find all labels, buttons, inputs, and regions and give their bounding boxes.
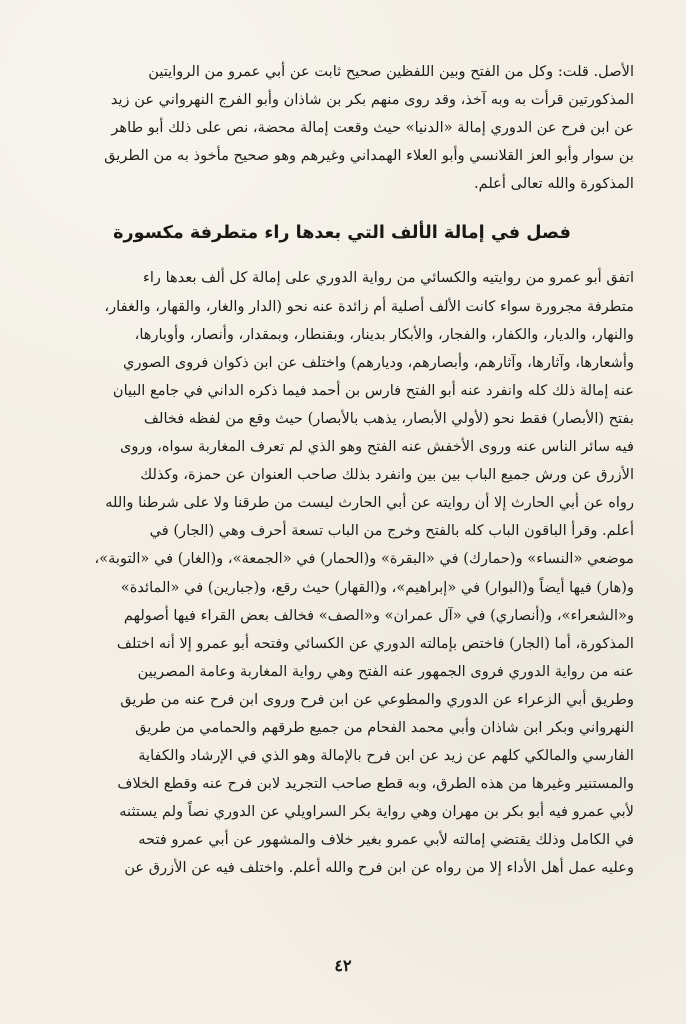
text-line: الفارسي والمالكي كلهم عن زيد عن ابن فرح بالإمالة وهو الذي في الإرشاد والكفاية [138,747,634,765]
text-line: اتفق أبو عمرو من روايتيه والكسائي من رواية الدوري على إمالة كل ألف بعدها راء [143,269,634,287]
text-line: المذكورة، أما (الجار) فاختص بإمالته الدوري عن الكسائي وفتحه أبو عمرو إلا أنه اختلف [116,634,634,652]
text-line: عنه إمالة ذلك كله وانفرد عنه أبو الفتح فارس بن أحمد فيما ذكره الداني في جامع البيان [112,381,634,399]
text-line: أعلم. وقرأ الباقون الباب كله بالفتح وخرج من الباب تسعة أحرف وهي (الجار) في [149,522,634,540]
text-line: في الكامل وذلك يقتضي إمالته لأبي عمرو بغير خلاف والمشهور عن أبي عمرو فتحه [138,831,634,849]
text-line: و«الشعراء»، و(أنصاري) في «آل عمران» و«الصف» فخالف بعض القراء فيها أصولهم [123,606,634,624]
text-line: بفتح (الأبصار) فقط نحو (لأولي الأبصار، يذهب بالأبصار) حيث وقع من لفظه فخالف [143,409,634,427]
text-line: والنهار، والديار، والكفار، والفجار، والأبكار بدينار، وبقنطار، وبمقدار، وأنصار، وأوبارها، [134,325,634,343]
text-line: رواه عن أبي الحارث إلا أن روايته عن أبي الحارث ليست من طرقنا ولا على شرطنا والله [105,494,634,512]
text-line: الأصل. قلت: وكل من الفتح وبين اللفظين صحيح ثابت عن أبي عمرو من الروايتين [148,63,634,80]
text-line: وطريق أبي الزعراء عن الدوري والمطوعي عن ابن فرح وروى ابن فرح عنه من طريق [120,690,634,708]
text-line: عنه من رواية الدوري فروى الجمهور عنه الفتح وهي رواية المغاربة وعامة المصريين [137,662,634,680]
text-line: الأزرق عن ورش جميع الباب بين بين وانفرد بذلك صاحب العنوان عن حمزة، وكذلك [140,466,634,484]
text-line: النهرواني وبكر ابن شاذان وأبي محمد الفحام من جميع طرقهم والحمامي من طريق [135,718,634,736]
section-heading: فصل في إمالة الألف التي بعدها راء متطرفة مكسورة [113,223,571,244]
text-line: وعليه عمل أهل الأداء إلا من رواه عن ابن فرح والله أعلم. واختلف فيه عن الأزرق عن [124,859,634,877]
text-line: المذكورة والله تعالى أعلم. [473,175,634,193]
text-line: والمستنير وغيرها من هذه الطرق، وبه قطع صاحب التجريد لابن فرح عنه وقطع الخلاف [117,775,634,793]
text-line: موضعي «النساء» و(حمارك) في «البقرة» و(الحمار) في «الجمعة»، و(الغار) في «التوبة»، [94,550,634,568]
text-line: بن سوار وأبو العز القلانسي وأبو العلاء الهمداني وغيرهم وهو صحيح مأخوذ به من الطريق [104,147,634,165]
text-line: وأشعارها، وآثارها، وآثارهم، وأبصارهم، وديارهم) واختلف عن ابن ذكوان فروى الصوري [123,353,634,371]
text-line: فيه سائر الناس عنه وروى الأخفش عنه الفتح وهو الذي لم تعرف المغاربة سواه، وروى [119,438,634,456]
section-body [50,264,634,882]
text-line: عن ابن فرح عن الدوري إمالة «الدنيا» حيث وقعت إمالة محضة، نص على ذلك أبو طاهر [111,119,634,137]
text-line: لأبي عمرو فيه أبو بكر بن مهران وهي رواية بكر السراويلي عن الدوري نصاً ولم يستثنه [119,803,634,821]
text-line: متطرفة مجرورة سواء كانت الألف أصلية أم زائدة عنه نحو (الدار والغار، والقهار، والغفار، [104,297,634,315]
page-number: ٤٢ [334,956,352,975]
text-line: و(هار) فيها أيضاً و(البوار) في «إبراهيم»، و(القهار) حيث رقع، و(جبارين) في «المائدة» [120,578,634,596]
text-line: المذكورتين قرأت به وبه آخذ، وقد روى منهم بكر بن شاذان وأبو الفرج النهرواني عن زيد [110,91,634,109]
intro-paragraph [50,58,634,198]
